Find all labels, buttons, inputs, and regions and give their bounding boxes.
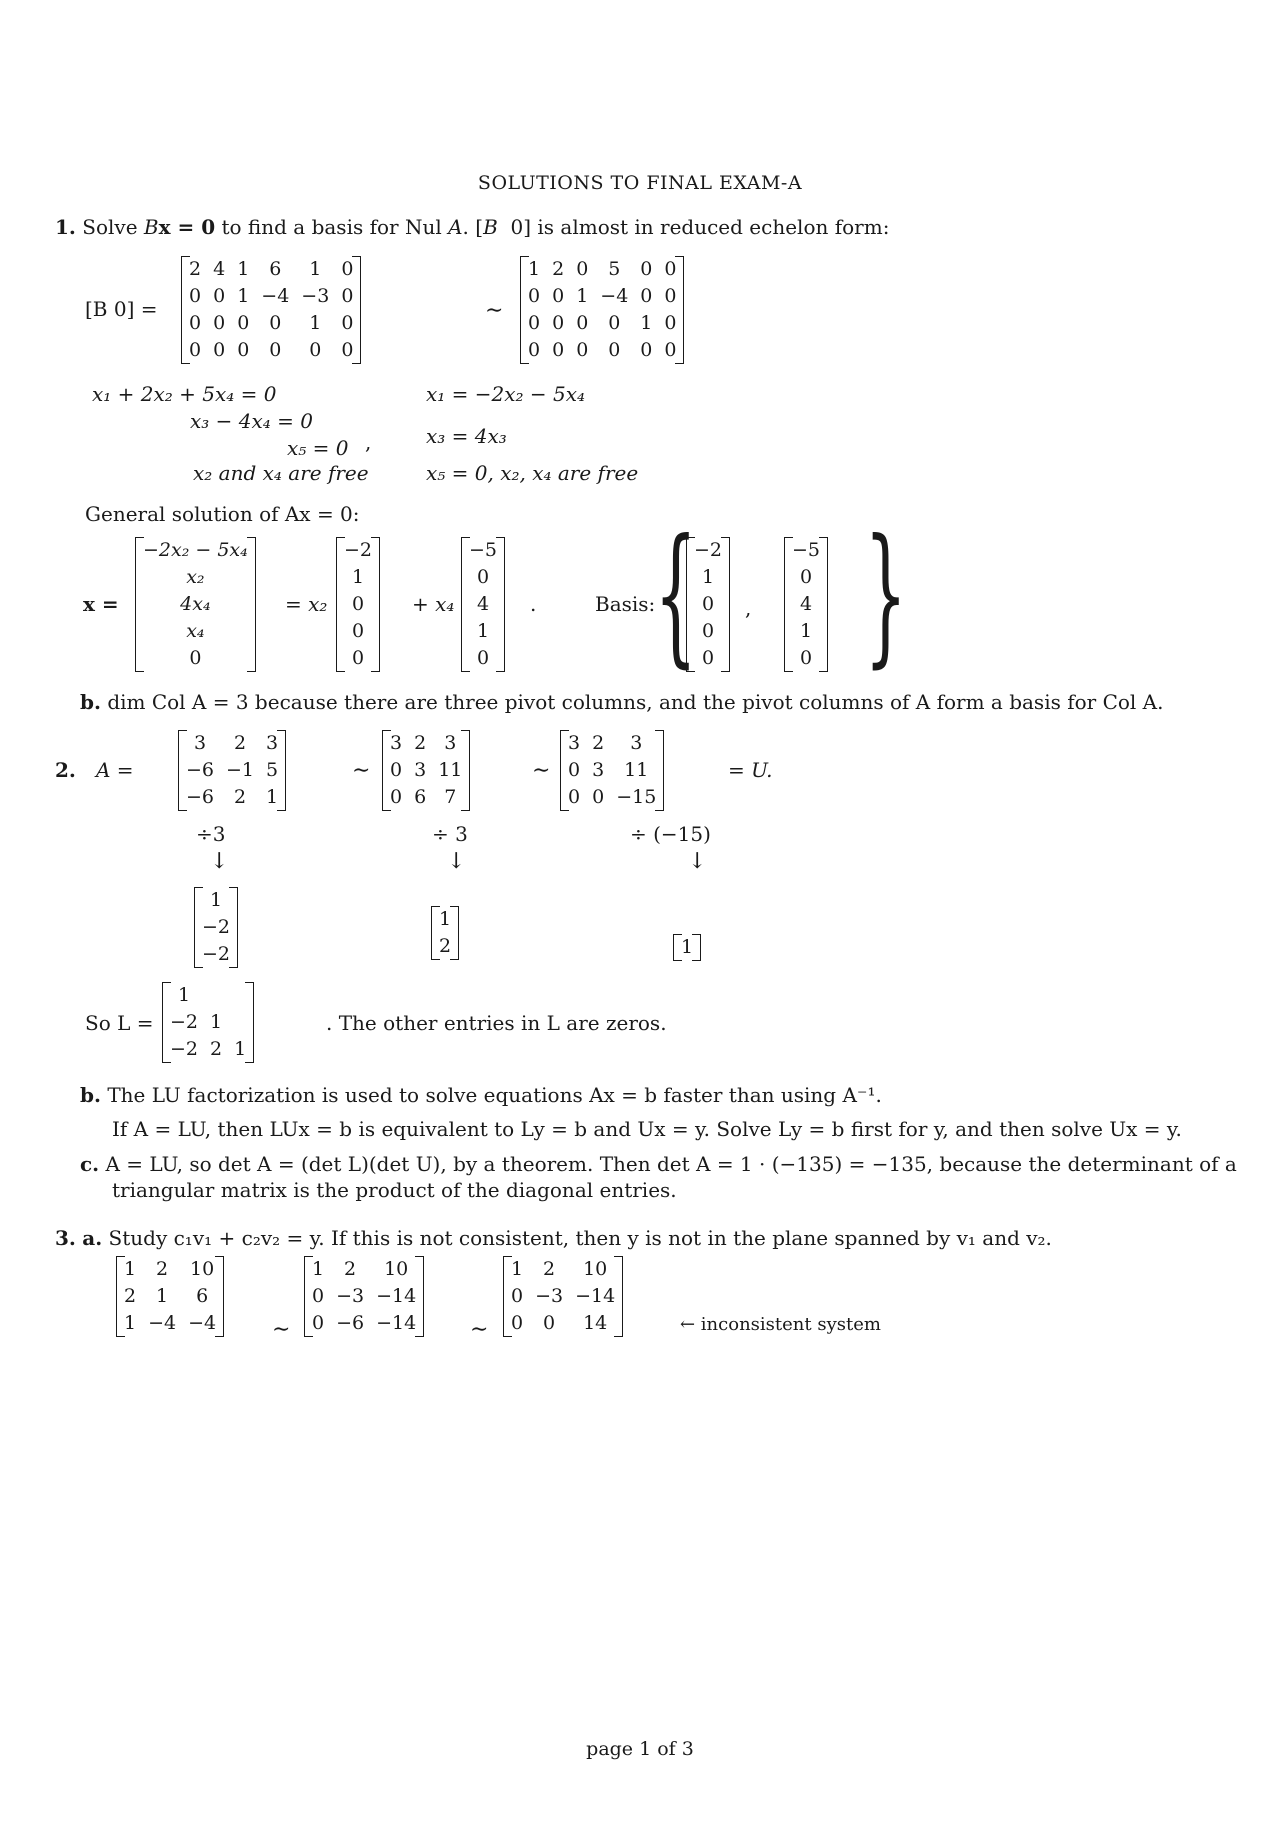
system-comma: , xyxy=(365,430,372,454)
matrix-entry: 1 xyxy=(309,312,322,334)
matrix-row xyxy=(505,1256,621,1283)
matrix-row xyxy=(118,1256,222,1283)
so-L-label: So L = xyxy=(85,1011,154,1035)
matrix-row xyxy=(562,784,662,811)
matrix-entry: 1 xyxy=(156,1285,169,1307)
eq-x2: = x₂ xyxy=(285,592,328,616)
matrix-3-b xyxy=(306,1256,422,1337)
matrix-3-c xyxy=(505,1256,621,1337)
matrix-B0 xyxy=(183,256,359,364)
matrix-entry: 2 xyxy=(156,1258,169,1280)
general-solution-label: General solution of Ax = 0: xyxy=(85,502,360,526)
page-title: SOLUTIONS TO FINAL EXAM-A xyxy=(477,172,803,194)
matrix-entry: 0 xyxy=(799,647,813,669)
matrix-A-step1 xyxy=(384,730,468,811)
matrix-entry: 0 xyxy=(576,339,589,361)
matrix-entry: 0 xyxy=(189,285,202,307)
matrix-entry: −14 xyxy=(376,1285,417,1307)
matrix-entry: 0 xyxy=(213,339,226,361)
matrix-row xyxy=(118,1310,222,1337)
problem-2b-text-1: The LU factorization is used to solve equations Ax = b faster than using A⁻¹. xyxy=(107,1083,882,1107)
matrix-entry: x₂ xyxy=(186,566,205,588)
matrix-entry: 0 xyxy=(608,339,621,361)
solution-x1: x₁ = −2x₂ − 5x₄ xyxy=(426,382,586,406)
matrix-A xyxy=(180,730,284,811)
matrix-entry: 0 xyxy=(312,1312,325,1334)
matrix-entry xyxy=(204,982,228,1009)
solution-x5: x₅ = 0, x₂, x₄ are free xyxy=(426,461,639,485)
matrix-entry: −2 xyxy=(202,916,231,938)
problem-2c-text-2: triangular matrix is the product of the diagonal entries. xyxy=(112,1178,677,1202)
problem-1b-text: dim Col A = 3 because there are three pivot columns, and the pivot columns of A form a basis for Col A. xyxy=(107,690,1164,714)
matrix-entry: 14 xyxy=(583,1312,608,1334)
p1-intro-c: x = 0 xyxy=(158,215,216,239)
matrix-row xyxy=(384,784,468,811)
matrix-row xyxy=(522,256,682,283)
matrix-entry: 6 xyxy=(196,1285,209,1307)
matrix-entry: 6 xyxy=(414,786,427,808)
matrix-entry: −4 xyxy=(261,285,290,307)
matrix-entry: 3 xyxy=(568,732,581,754)
matrix-entry: 1 xyxy=(576,285,589,307)
matrix-row xyxy=(562,757,662,784)
problem-2b-label: b. xyxy=(80,1083,101,1107)
matrix-entry: 5 xyxy=(608,258,621,280)
matrix-entry: −2x₂ − 5x₄ xyxy=(143,539,248,561)
matrix-row xyxy=(562,730,662,757)
matrix-row xyxy=(306,1283,422,1310)
matrix-entry: 0 xyxy=(568,759,581,781)
matrix-entry: 2 xyxy=(543,1258,556,1280)
matrix-entry: 1 xyxy=(351,566,365,588)
matrix-entry: 0 xyxy=(341,339,354,361)
matrix-entry: 3 xyxy=(630,732,643,754)
problem-2c-label: c. xyxy=(80,1152,100,1176)
matrix-entry: 0 xyxy=(341,285,354,307)
problem-3a xyxy=(55,1226,1052,1251)
matrix-entry: −5 xyxy=(469,539,498,561)
matrix-entry: 1 xyxy=(210,1011,223,1033)
matrix-row xyxy=(164,1036,252,1063)
system-eq-2: x₃ − 4x₄ = 0 xyxy=(190,409,313,433)
matrix-row xyxy=(522,337,682,364)
A-equals: A = xyxy=(96,758,134,782)
matrix-row xyxy=(183,256,359,283)
matrix-entry: 2 xyxy=(552,258,565,280)
problem-1b xyxy=(80,690,1163,715)
matrix-row xyxy=(384,757,468,784)
basis-vector-2 xyxy=(786,537,826,672)
matrix-entry: 0 xyxy=(552,312,565,334)
matrix-entry: 1 xyxy=(237,285,250,307)
matrix-entry: 1 xyxy=(177,984,191,1006)
matrix-entry: 0 xyxy=(213,285,226,307)
matrix-row xyxy=(137,591,254,618)
down-arrow-icon: ↓ xyxy=(210,849,229,874)
matrix-entry: 3 xyxy=(592,759,605,781)
matrix-entry: −1 xyxy=(226,759,255,781)
matrix-entry: 0 xyxy=(528,312,541,334)
matrix-row xyxy=(118,1283,222,1310)
matrix-entry: 0 xyxy=(189,647,202,669)
matrix-entry: 0 xyxy=(701,593,715,615)
basis-brace-left: { xyxy=(654,508,698,682)
matrix-entry: 0 xyxy=(799,566,813,588)
matrix-entry: 5 xyxy=(266,759,279,781)
vector-v2 xyxy=(463,537,503,672)
matrix-entry: 2 xyxy=(124,1285,137,1307)
problem-2-number: 2. xyxy=(55,758,76,782)
matrix-entry: 2 xyxy=(344,1258,357,1280)
matrix-entry: 0 xyxy=(664,312,677,334)
matrix-entry: 3 xyxy=(390,732,403,754)
matrix-entry: 0 xyxy=(608,312,621,334)
matrix-row xyxy=(306,1310,422,1337)
matrix-entry: 0 xyxy=(552,339,565,361)
matrix-entry: −6 xyxy=(186,759,215,781)
matrix-entry: −3 xyxy=(336,1285,365,1307)
matrix-entry: x₄ xyxy=(186,620,205,642)
matrix-entry: 1 xyxy=(528,258,541,280)
matrix-entry: −14 xyxy=(376,1312,417,1334)
matrix-entry: −2 xyxy=(170,1038,199,1060)
matrix-row xyxy=(164,982,252,1009)
tilde-3b: ∼ xyxy=(470,1317,489,1342)
matrix-row xyxy=(505,1310,621,1337)
matrix-entry: 0 xyxy=(269,312,282,334)
matrix-entry: 1 xyxy=(312,1258,325,1280)
matrix-entry: 1 xyxy=(124,1258,137,1280)
matrix-row xyxy=(137,564,254,591)
matrix-entry: 1 xyxy=(237,258,250,280)
matrix-B0-table xyxy=(183,256,359,364)
matrix-entry: 11 xyxy=(438,759,463,781)
matrix-entry: −4 xyxy=(148,1312,177,1334)
matrix-entry: 2 xyxy=(189,258,202,280)
down-arrow-icon: ↓ xyxy=(688,849,707,874)
matrix-entry: 1 xyxy=(439,908,452,930)
matrix-entry: −14 xyxy=(575,1285,616,1307)
matrix-entry: 0 xyxy=(568,786,581,808)
matrix-entry: 0 xyxy=(664,339,677,361)
matrix-entry: 0 xyxy=(189,339,202,361)
matrix-entry: 6 xyxy=(269,258,282,280)
matrix-entry: 3 xyxy=(266,732,279,754)
matrix-entry: −6 xyxy=(186,786,215,808)
matrix-entry: −2 xyxy=(344,539,373,561)
matrix-entry: 2 xyxy=(210,1038,223,1060)
system-eq-1: x₁ + 2x₂ + 5x₄ = 0 xyxy=(92,382,277,406)
matrix-entry: 1 xyxy=(124,1312,137,1334)
matrix-row xyxy=(384,730,468,757)
p1-intro-h: 0] is almost in reduced echelon form: xyxy=(510,215,890,239)
matrix-entry: 2 xyxy=(592,732,605,754)
matrix-entry: −3 xyxy=(301,285,330,307)
matrix-entry: 3 xyxy=(193,732,207,754)
matrix-row xyxy=(183,310,359,337)
problem-2b-text-2: If A = LU, then LUx = b is equivalent to Ly = b and Ux = y. Solve Ly = b first for y, and then solve Ux = y. xyxy=(112,1117,1182,1141)
matrix-entry: 0 xyxy=(269,339,282,361)
matrix-entry: 0 xyxy=(476,566,490,588)
matrix-entry: 1 xyxy=(234,1038,247,1060)
matrix-row xyxy=(180,730,284,757)
matrix-row xyxy=(180,784,284,811)
divide-neg15: ÷ (−15) xyxy=(630,822,711,846)
matrix-entry: 1 xyxy=(799,620,813,642)
p1-intro-b: B xyxy=(143,215,159,239)
x-equals: x = xyxy=(83,592,119,616)
matrix-entry: 0 xyxy=(592,786,605,808)
problem-2b xyxy=(80,1083,882,1108)
basis-label: Basis: xyxy=(595,592,656,616)
matrix-entry: 0 xyxy=(390,759,403,781)
matrix-row xyxy=(522,310,682,337)
matrix-entry: 0 xyxy=(576,258,589,280)
matrix-entry: −4 xyxy=(600,285,629,307)
matrix-entry: 0 xyxy=(476,647,490,669)
plus-x4: + x₄ xyxy=(412,592,455,616)
matrix-entry: 2 xyxy=(233,786,247,808)
problem-2c-text-1: A = LU, so det A = (det L)(det U), by a theorem. Then det A = 1 · (−135) = −135, because the determinant of a xyxy=(105,1152,1237,1176)
matrix-entry: 4 xyxy=(476,593,490,615)
matrix-entry: 0 xyxy=(701,647,715,669)
tilde: ∼ xyxy=(485,298,504,323)
problem-3a-text: Study c₁v₁ + c₂v₂ = y. If this is not consistent, then y is not in the plane spanned by v₁ and v₂. xyxy=(108,1226,1052,1250)
matrix-entry: 0 xyxy=(390,786,403,808)
matrix-entry: −2 xyxy=(202,943,231,965)
matrix-entry: 1 xyxy=(266,786,279,808)
column-1 xyxy=(196,887,236,968)
matrix-entry: −15 xyxy=(616,786,657,808)
matrix-entry: 0 xyxy=(351,647,365,669)
matrix-entry: 0 xyxy=(576,312,589,334)
solution-x3: x₃ = 4x₃ xyxy=(426,424,507,448)
matrix-entry: 2 xyxy=(233,732,247,754)
matrix-entry: 0 xyxy=(664,258,677,280)
matrix-rref-table xyxy=(522,256,682,364)
matrix-row xyxy=(306,1256,422,1283)
problem-2c xyxy=(80,1152,1237,1177)
matrix-entry: 0 xyxy=(552,285,565,307)
matrix-entry: −4 xyxy=(188,1312,217,1334)
matrix-entry: 0 xyxy=(511,1312,524,1334)
matrix-entry: 0 xyxy=(351,593,365,615)
matrix-row xyxy=(183,283,359,310)
matrix-entry: 0 xyxy=(309,339,322,361)
period: . xyxy=(530,592,537,616)
matrix-row xyxy=(137,537,254,564)
problem-1-intro xyxy=(55,215,889,240)
matrix-entry: 4 xyxy=(213,258,226,280)
L-note: . The other entries in L are zeros. xyxy=(326,1011,667,1035)
matrix-entry: 11 xyxy=(624,759,649,781)
matrix-entry: 2 xyxy=(414,732,427,754)
matrix-entry: 1 xyxy=(511,1258,524,1280)
matrix-entry: 0 xyxy=(237,312,250,334)
matrix-entry: 4 xyxy=(799,593,813,615)
matrix-entry: 3 xyxy=(444,732,457,754)
p1-intro-e: A xyxy=(448,215,463,239)
matrix-row xyxy=(522,283,682,310)
system-eq-3: x₅ = 0 xyxy=(287,436,349,460)
tilde-2b: ∼ xyxy=(532,758,551,783)
matrix-entry: 1 xyxy=(309,258,322,280)
basis-comma: , xyxy=(745,596,752,620)
matrix-entry: −2 xyxy=(694,539,723,561)
matrix-entry: 10 xyxy=(384,1258,409,1280)
matrix-entry: 0 xyxy=(528,285,541,307)
p1-intro-f: . [ xyxy=(462,215,484,239)
matrix-entry: 10 xyxy=(583,1258,608,1280)
matrix-entry: 0 xyxy=(511,1285,524,1307)
problem-1b-label: b. xyxy=(80,690,101,714)
matrix-entry: 4x₄ xyxy=(180,593,211,615)
divide-3-a: ÷3 xyxy=(196,822,226,846)
matrix-row xyxy=(183,337,359,364)
matrix-entry: 3 xyxy=(414,759,427,781)
matrix-row xyxy=(180,757,284,784)
matrix-row xyxy=(137,618,254,645)
matrix-entry: −6 xyxy=(336,1312,365,1334)
p1-intro-a: Solve xyxy=(82,215,144,239)
matrix-entry: −3 xyxy=(535,1285,564,1307)
matrix-entry: 10 xyxy=(190,1258,215,1280)
matrix-row xyxy=(505,1283,621,1310)
matrix-entry: 0 xyxy=(640,285,653,307)
p1-intro-g: B xyxy=(483,215,498,239)
matrix-entry: 0 xyxy=(701,620,715,642)
matrix-entry: 0 xyxy=(543,1312,556,1334)
tilde-3a: ∼ xyxy=(272,1317,291,1342)
basis-brace-right: } xyxy=(864,508,908,682)
matrix-L xyxy=(164,982,252,1063)
column-3 xyxy=(675,934,699,961)
matrix-entry: 0 xyxy=(640,339,653,361)
down-arrow-icon: ↓ xyxy=(447,849,466,874)
matrix-entry: 0 xyxy=(351,620,365,642)
matrix-entry: −5 xyxy=(792,539,821,561)
vector-v1 xyxy=(338,537,378,672)
matrix-entry: 0 xyxy=(640,258,653,280)
matrix-entry: 7 xyxy=(444,786,457,808)
matrix-entry: 0 xyxy=(664,285,677,307)
matrix-row xyxy=(164,1009,252,1036)
matrix-entry: 1 xyxy=(701,566,715,588)
matrix-entry: 0 xyxy=(189,312,202,334)
matrix-entry: 1 xyxy=(681,936,694,958)
matrix-entry: 0 xyxy=(528,339,541,361)
problem-3-number: 3. xyxy=(55,1226,76,1250)
column-2 xyxy=(433,906,457,960)
matrix-entry: −2 xyxy=(170,1011,199,1033)
problem-3a-label: a. xyxy=(82,1226,103,1250)
tilde-2a: ∼ xyxy=(352,758,371,783)
matrix-entry: 1 xyxy=(476,620,490,642)
matrix-entry: 2 xyxy=(439,935,452,957)
equals-U: = U. xyxy=(728,758,773,782)
p1-intro-d: to find a basis for Nul xyxy=(215,215,449,239)
system-free: x₂ and x₄ are free xyxy=(193,461,369,485)
matrix-3-a xyxy=(118,1256,222,1337)
matrix-entry: 0 xyxy=(341,312,354,334)
matrix-entry: 1 xyxy=(209,889,223,911)
matrix-entry: 1 xyxy=(640,312,653,334)
divide-3-b: ÷ 3 xyxy=(432,822,468,846)
page-footer: page 1 of 3 xyxy=(586,1738,694,1760)
matrix-row xyxy=(137,645,254,672)
vector-x xyxy=(137,537,254,672)
inconsistent-note: ← inconsistent system xyxy=(680,1314,881,1335)
matrix-U xyxy=(562,730,662,811)
augmented-label: [B 0] = xyxy=(85,297,158,321)
basis-vector-1 xyxy=(688,537,728,672)
matrix-entry: 0 xyxy=(213,312,226,334)
matrix-entry: 0 xyxy=(312,1285,325,1307)
matrix-rref xyxy=(522,256,682,364)
matrix-entry: 0 xyxy=(237,339,250,361)
matrix-entry: 0 xyxy=(341,258,354,280)
problem-1-number: 1. xyxy=(55,215,76,239)
